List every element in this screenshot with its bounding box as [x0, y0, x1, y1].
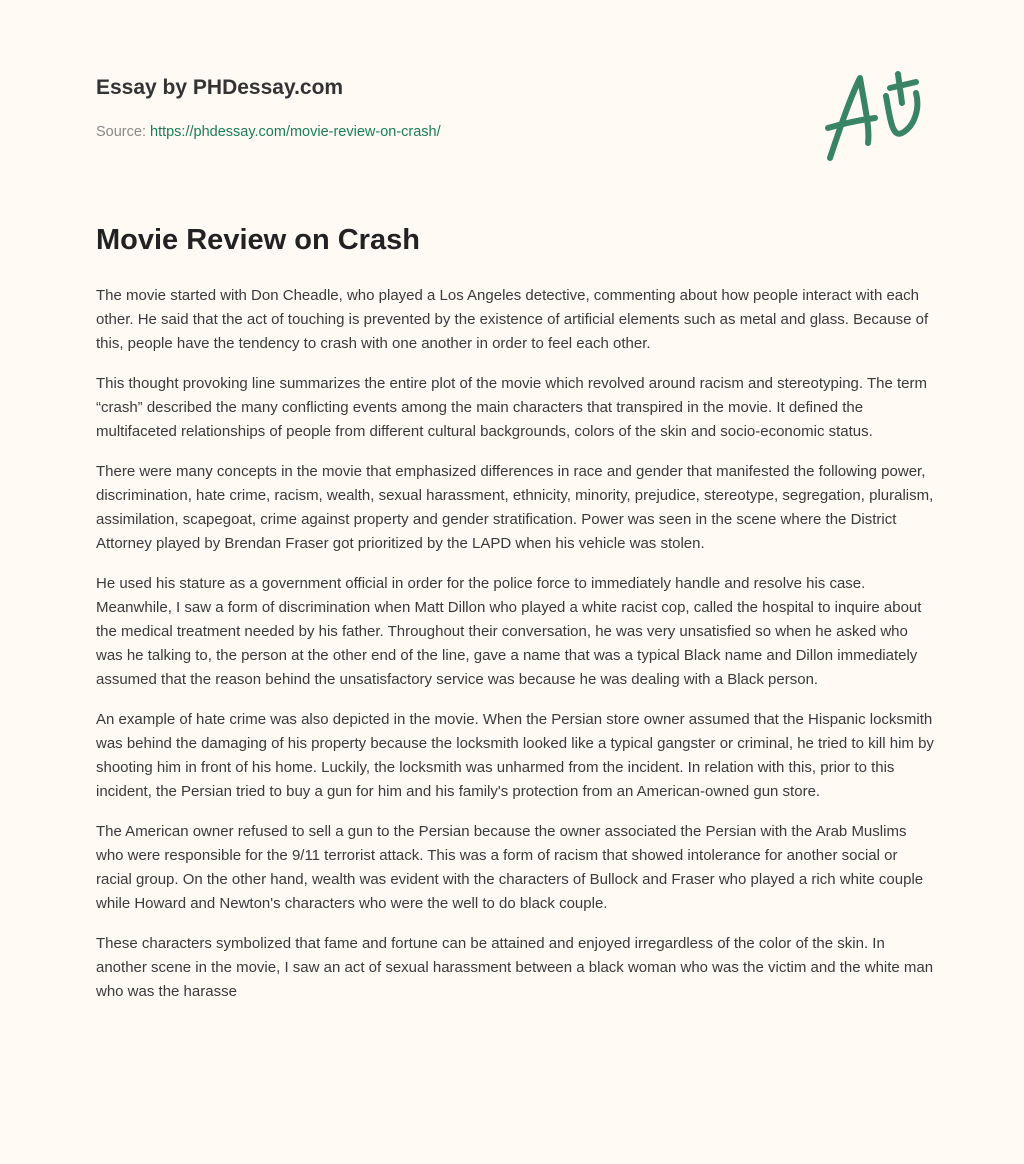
source-line: [96, 124, 441, 140]
source-label: Source:: [96, 124, 150, 140]
site-title: Essay by PHDessay.com: [96, 76, 344, 99]
paragraph: These characters symbolized that fame and fortune can be attained and enjoyed irregardless of the color of the skin. In another scene in the movie, I saw an act of sexual harassment between a black woman who was the victim and the white man who was the harasse: [96, 935, 934, 1000]
paragraph: The movie started with Don Cheadle, who played a Los Angeles detective, commenting about how people interact with each other. He said that the act of touching is prevented by the existence of artificial elements such as metal and glass. Because of this, people have the tendency to crash with one another in order to feel each other.: [96, 287, 929, 352]
a-plus-logo-icon: [820, 68, 930, 168]
paragraph: He used his stature as a government official in order for the police force to immediately handle and resolve his case. Meanwhile, I saw a form of discrimination when Matt Dillon who played a white racist cop, called the hospital to inquire about the medical treatment needed by his father. Throughout their conversation, he was very unsatisfied so when he asked who was he talking to, the person at the other end of the line, gave a name that was a typical Black name and Dillon immediately assumed that the reason behind the unsatisfactory service was because he was dealing with a Black person.: [96, 575, 922, 688]
paragraph: This thought provoking line summarizes the entire plot of the movie which revolved around racism and stereotyping. The term “crash” described the many conflicting events among the main characters that transpired in the movie. It defined the multifaceted relationships of people from different cultural backgrounds, colors of the skin and socio-economic status.: [96, 375, 927, 440]
source-link[interactable]: https://phdessay.com/movie-review-on-crash/: [150, 124, 441, 140]
paragraph: The American owner refused to sell a gun to the Persian because the owner associated the Persian with the Arab Muslims who were responsible for the 9/11 terrorist attack. This was a form of racism that showed intolerance for another social or racial group. On the other hand, wealth was evident with the characters of Bullock and Fraser who played a rich white couple while Howard and Newton's characters who were the well to do black couple.: [96, 823, 924, 912]
paragraph: There were many concepts in the movie that emphasized differences in race and gender that manifested the following power, discrimination, hate crime, racism, wealth, sexual harassment, ethnicity, minority, prejudice, stereotype, segregation, pluralism, assimilation, scapegoat, crime against property and gender stratification. Power was seen in the scene where the District Attorney played by Brendan Fraser got prioritized by the LAPD when his vehicle was stolen.: [96, 463, 934, 552]
article-title: Movie Review on Crash: [96, 224, 420, 256]
paragraph: An example of hate crime was also depicted in the movie. When the Persian store owner assumed that the Hispanic locksmith was behind the damaging of his property because the locksmith looked like a typical gangster or criminal, he tried to kill him by shooting him in front of his home. Luckily, the locksmith was unharmed from the incident. In relation with this, prior to this incident, the Persian tried to buy a gun for him and his family's protection from an American-owned gun store.: [96, 711, 934, 800]
article-body: [96, 284, 936, 1020]
